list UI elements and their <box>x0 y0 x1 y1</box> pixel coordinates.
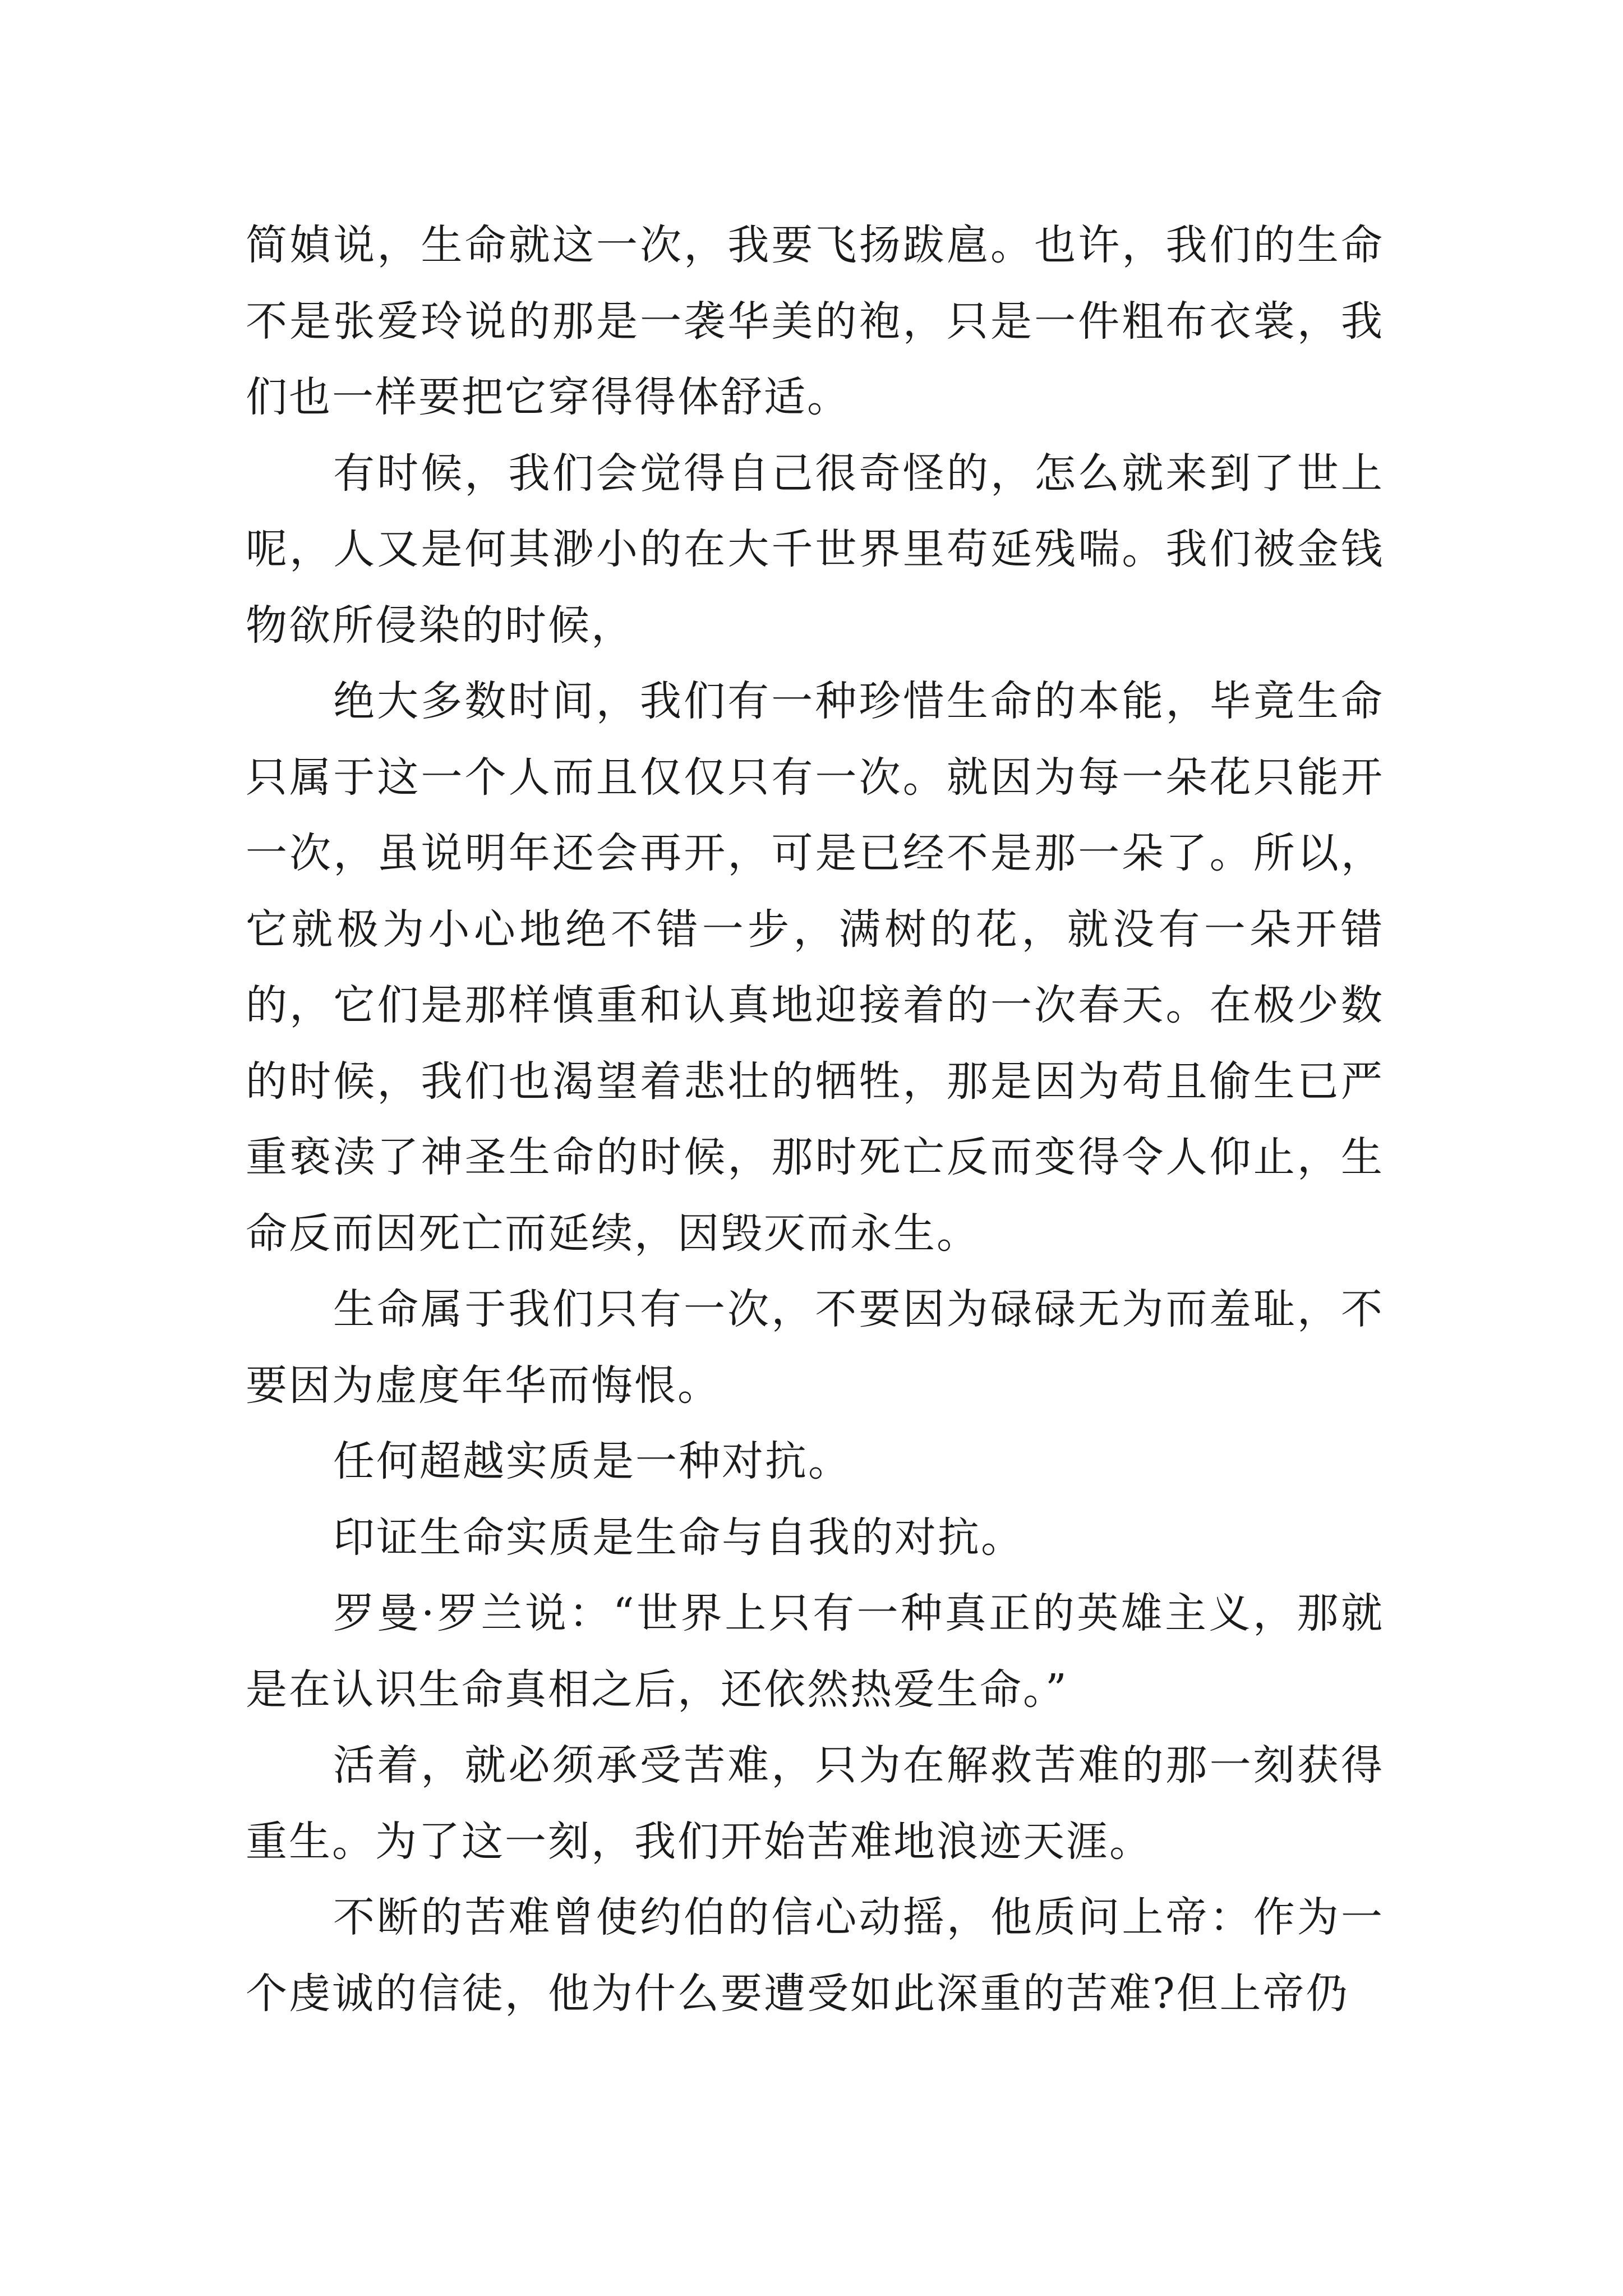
body-text <box>246 208 1384 2032</box>
paragraph-9: 不断的苦难曾使约伯的信心动摇，他质问上帝：作为一个虔诚的信徒，他为什么要遭受如此深重的苦难?但上帝仍 <box>246 1893 1384 2018</box>
paragraph-8: 活着，就必须承受苦难，只为在解救苦难的那一刻获得重生。为了这一刻，我们开始苦难地浪迹天涯。 <box>246 1741 1384 1866</box>
paragraph-2: 有时候，我们会觉得自己很奇怪的，怎么就来到了世上呢，人又是何其渺小的在大千世界里苟延残喘。我们被金钱物欲所侵染的时候， <box>246 449 1384 650</box>
paragraph-3: 绝大多数时间，我们有一种珍惜生命的本能，毕竟生命只属于这一个人而且仅仅只有一次。就因为每一朵花只能开一次，虽说明年还会再开，可是已经不是那一朵了。所以，它就极为小心地绝不错一步，满树的花，就没有一朵开错的，它们是那样慎重和认真地迎接着的一次春天。在极少数的时候，我们也渴望着悲壮的牺牲，那是因为苟且偷生已严重亵渎了神圣生命的时候，那时死亡反而变得令人仰止，生命反而因死亡而延续，因毁灭而永生。 <box>246 677 1384 1258</box>
paragraph-7: 罗曼·罗兰说：“世界上只有一种真正的英雄主义，那就是在认识生命真相之后，还依然热爱生命。” <box>246 1589 1384 1714</box>
paragraph-4: 生命属于我们只有一次，不要因为碌碌无为而羞耻，不要因为虚度年华而悔恨。 <box>246 1285 1384 1410</box>
paragraph-1: 简媜说，生命就这一次，我要飞扬跋扈。也许，我们的生命不是张爱玲说的那是一袭华美的袍，只是一件粗布衣裳，我们也一样要把它穿得得体舒适。 <box>246 221 1384 421</box>
paragraph-5: 任何超越实质是一种对抗。 <box>333 1437 851 1485</box>
paragraph-6: 印证生命实质是生命与自我的对抗。 <box>333 1513 1024 1562</box>
